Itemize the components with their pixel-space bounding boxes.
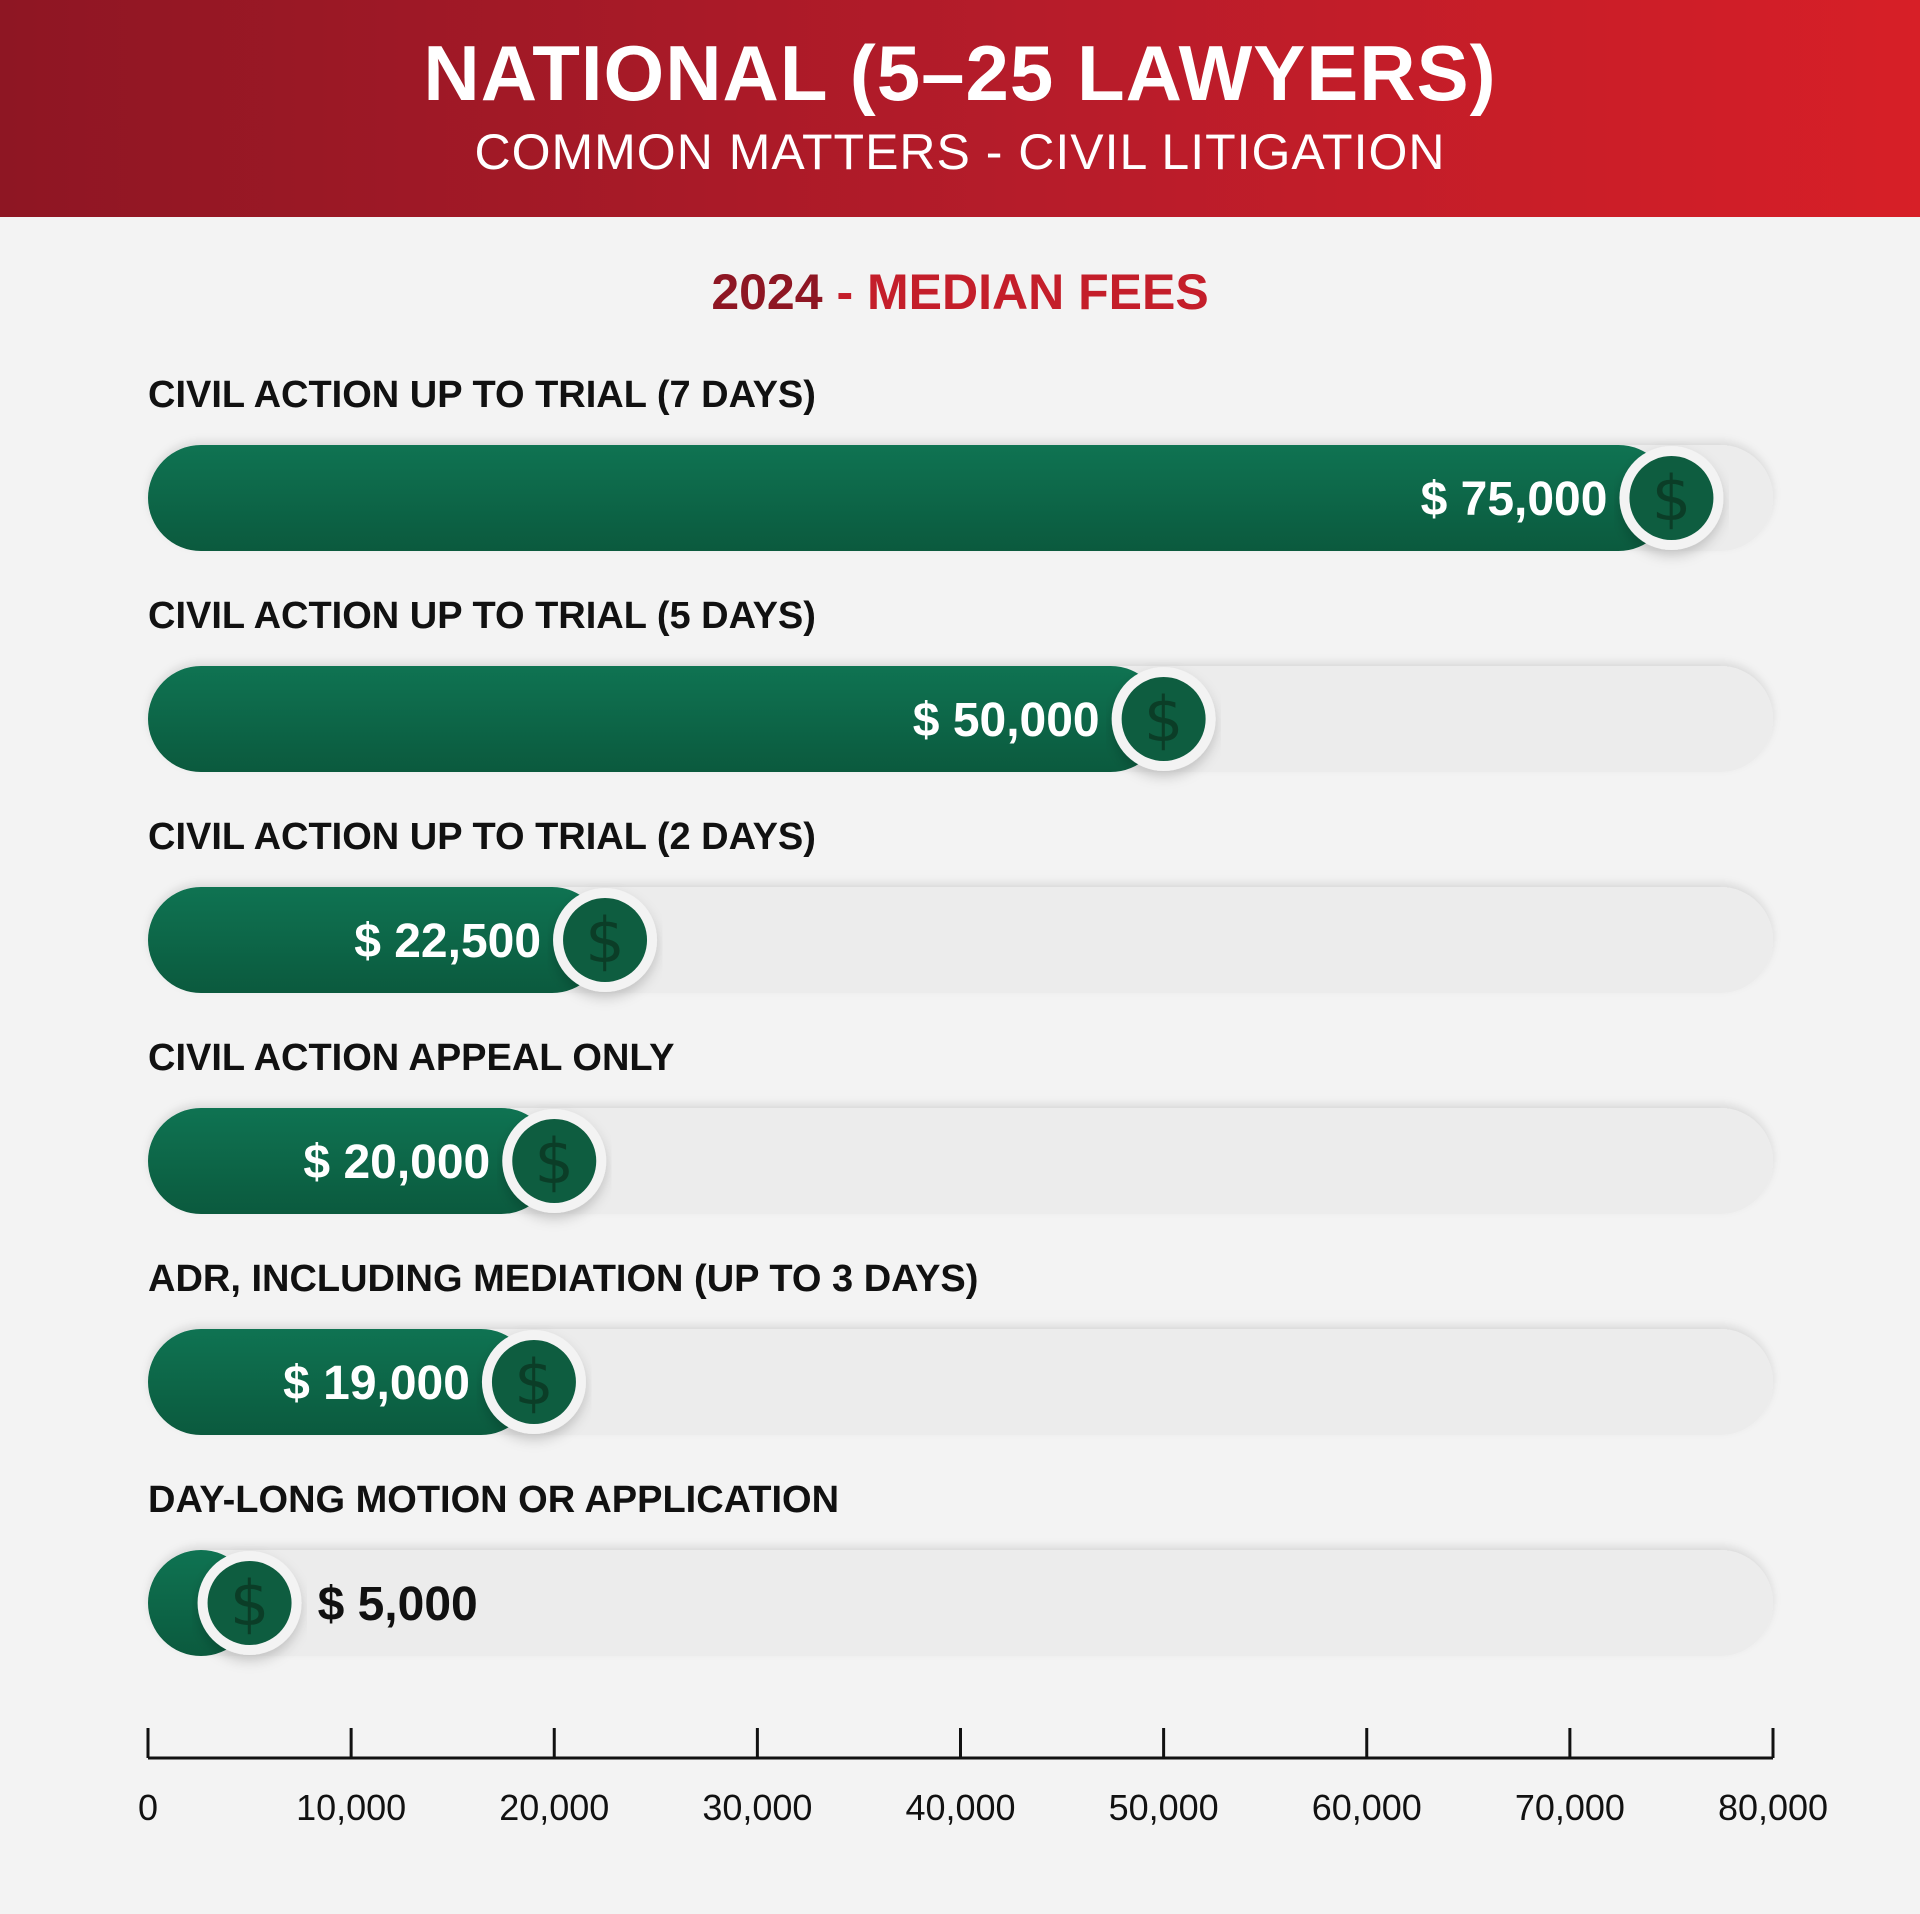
- bar-group-1: [148, 374, 1773, 551]
- value-label: $ 75,000: [1420, 473, 1608, 526]
- x-axis-tick-label: 60,000: [1311, 1787, 1422, 1828]
- value-label: $ 22,500: [354, 915, 542, 968]
- value-label: $ 5,000: [317, 1578, 478, 1631]
- x-axis-tick-label: 70,000: [1514, 1787, 1625, 1828]
- bar-group-4: [148, 1037, 1773, 1214]
- x-axis-tick-label: 80,000: [1717, 1787, 1829, 1828]
- chart-subtitle: COMMON MATTERS - CIVIL LITIGATION: [474, 124, 1446, 180]
- category-label: CIVIL ACTION UP TO TRIAL (7 DAYS): [148, 374, 816, 416]
- dollar-sign-icon: $: [1143, 683, 1184, 756]
- x-axis-tick-label: 50,000: [1108, 1787, 1219, 1828]
- section-title-year: 2024: [711, 264, 823, 320]
- category-label: CIVIL ACTION APPEAL ONLY: [148, 1037, 675, 1079]
- bar-group-3: [148, 816, 1773, 993]
- x-axis-tick-label: 40,000: [905, 1787, 1016, 1828]
- dollar-sign-icon: $: [1651, 462, 1692, 535]
- bar-group-6: [148, 1479, 1773, 1656]
- x-axis-tick-label: 20,000: [499, 1787, 610, 1828]
- category-label: ADR, INCLUDING MEDIATION (UP TO 3 DAYS): [148, 1258, 979, 1300]
- category-label: DAY-LONG MOTION OR APPLICATION: [148, 1479, 840, 1521]
- value-label: $ 50,000: [912, 694, 1100, 747]
- dollar-sign-icon: $: [514, 1346, 554, 1419]
- x-axis-tick-label: 10,000: [296, 1787, 407, 1828]
- value-label: $ 19,000: [283, 1357, 470, 1410]
- chart-title: NATIONAL (5–25 LAWYERS): [423, 29, 1497, 117]
- dollar-sign-icon: $: [534, 1125, 574, 1198]
- x-axis-tick-label: 0: [137, 1787, 159, 1828]
- dollar-sign-icon: $: [585, 904, 625, 977]
- value-label: $ 20,000: [303, 1136, 491, 1189]
- section-title-text: - MEDIAN FEES: [822, 264, 1209, 320]
- bar-group-2: [148, 595, 1773, 772]
- dollar-sign-icon: $: [229, 1567, 270, 1640]
- x-axis-tick-label: 30,000: [702, 1787, 813, 1828]
- category-label: CIVIL ACTION UP TO TRIAL (2 DAYS): [148, 816, 816, 858]
- bar-group-5: [148, 1258, 1773, 1435]
- category-label: CIVIL ACTION UP TO TRIAL (5 DAYS): [148, 595, 816, 637]
